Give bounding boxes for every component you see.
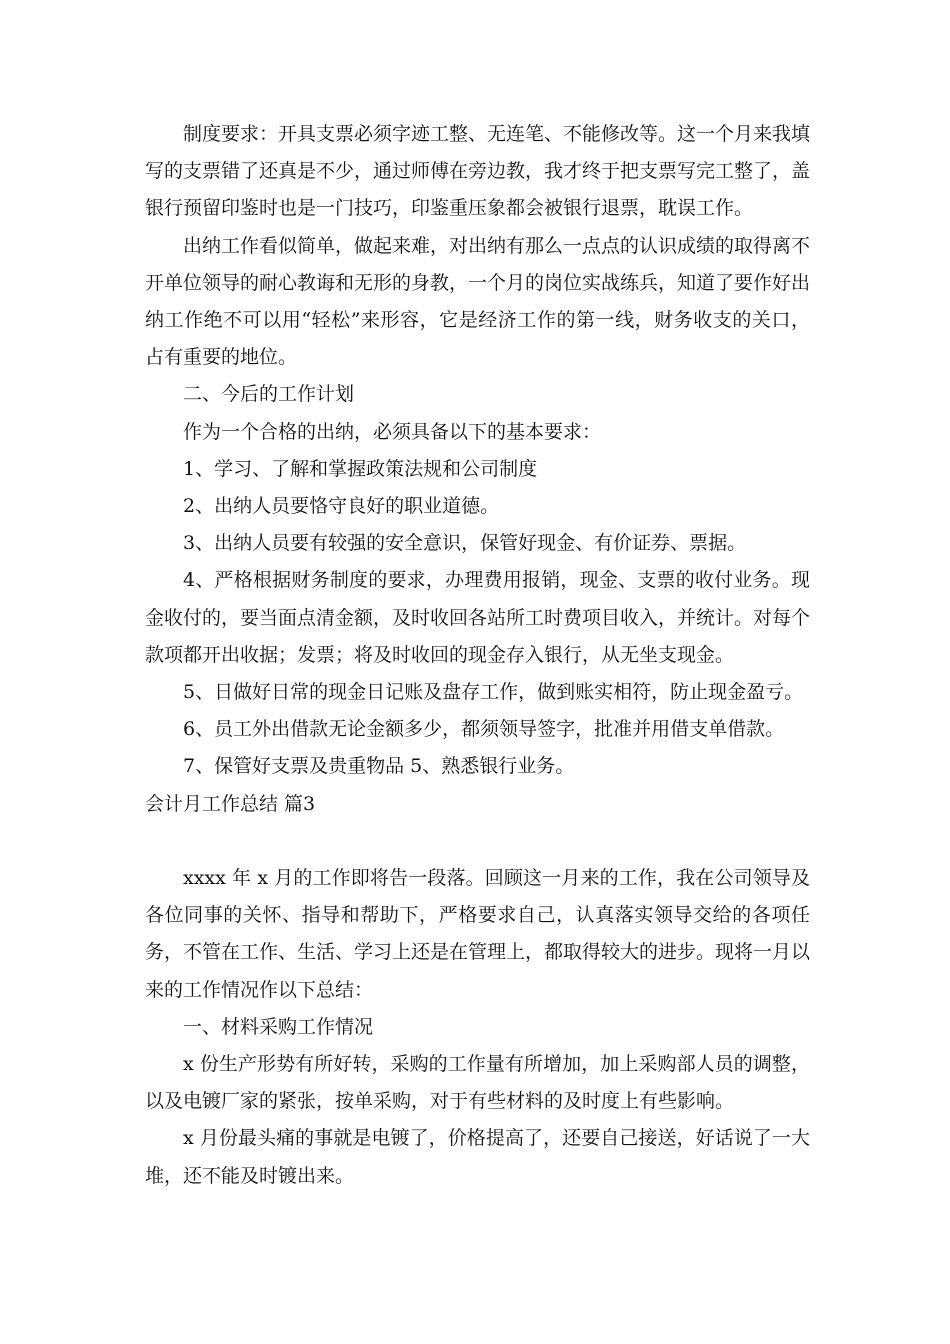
list-item-7: 7、保管好支票及贵重物品 5、熟悉银行业务。 [183,755,575,778]
paragraph-cheque-rules: 制度要求：开具支票必须字迹工整、无连笔、不能修改等。这一个月来我填写的支票错了还真是不少，通过师傅在旁边教，我才终于把支票写完工整了，盖银行预留印鉴时也是一门技巧，印鉴重压象都会被银行退票，耽误工作。 [145,123,811,220]
document-body [145,116,810,1195]
list-item-2: 2、出纳人员要恪守良好的职业道德。 [183,495,500,518]
paragraph-requirements-intro: 作为一个合格的出纳，必须具备以下的基本要求： [183,420,602,443]
paragraph-month-summary: xxxx 年 x 月的工作即将告一段落。回顾这一月来的工作，我在公司领导及各位同事的关怀、指导和帮助下，严格要求自己，认真落实领导交给的各项任务，不管在工作、生活、学习上还是在管理上，都取得较大的进步。现将一月以来的工作情况作以下总结： [145,867,811,1001]
heading-procurement: 一、材料采购工作情况 [183,1015,374,1038]
list-item-6: 6、员工外出借款无论金额多少，都须领导签字，批准并用借支单借款。 [183,718,785,741]
paragraph-cashier-work: 出纳工作看似简单，做起来难，对出纳有那么一点点的认识成绩的取得离不开单位领导的耐心教诲和无形的身教，一个月的岗位实战练兵，知道了要作好出纳工作绝不可以用“轻松”来形容，它是经济工作的第一线，财务收支的关口，占有重要的地位。 [145,234,811,369]
paragraph-procurement-status: x 份生产形势有所好转，采购的工作量有所增加，加上采购部人员的调整，以及电镀厂家的紧张，按单采购，对于有些材料的及时度上有些影响。 [145,1053,810,1113]
blank-line [145,823,810,860]
paragraph-electroplating: x 月份最头痛的事就是电镀了，价格提高了，还要自己接送，好话说了一大堆，还不能及时镀出来。 [145,1127,810,1187]
list-item-5: 5、日做好日常的现金日记账及盘存工作，做到账实相符，防止现金盈亏。 [183,681,804,704]
list-item-4: 4、严格根据财务制度的要求，办理费用报销，现金、支票的收付业务。现金收付的，要当面点清金额，及时收回各站所工时费项目收入，并统计。对每个款项都开出收据；发票；将及时收回的现金存入银行，从无坐支现金。 [145,569,811,666]
heading-future-plan: 二、今后的工作计划 [183,383,355,406]
section-heading: 会计月工作总结 篇3 [145,792,316,815]
list-item-1: 1、学习、了解和掌握政策法规和公司制度 [183,457,538,480]
list-item-3: 3、出纳人员要有较强的安全意识，保管好现金、有价证券、票据。 [183,532,747,555]
